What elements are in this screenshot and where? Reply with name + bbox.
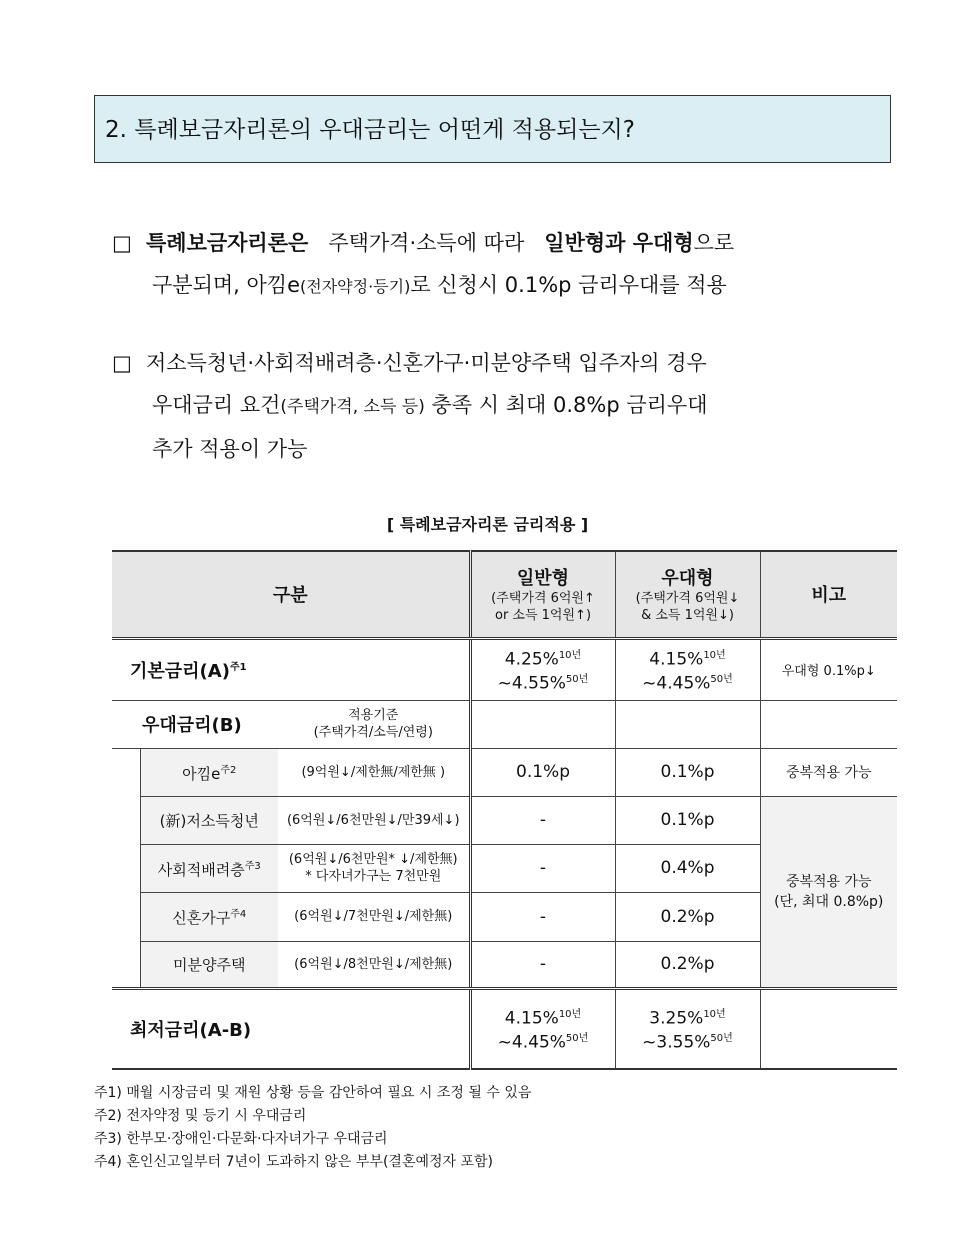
table-caption: [ 특례보금자리론 금리적용 ] <box>386 515 589 534</box>
base-note: 우대형 0.1%p↓ <box>760 638 897 700</box>
text: 10년 <box>558 649 582 661</box>
text: 50년 <box>710 1032 733 1044</box>
text: 적용기준 <box>348 708 399 723</box>
min-preferred <box>615 988 760 1069</box>
base-label <box>112 638 470 700</box>
text: ~4.55% <box>497 673 566 694</box>
bullet-2 <box>112 342 882 470</box>
text: 주3 <box>244 860 261 872</box>
text: 으로 <box>693 231 735 255</box>
table-row <box>112 748 897 796</box>
header-preferred <box>615 551 760 638</box>
row-general: - <box>470 941 615 988</box>
text: 4.25% <box>504 649 559 670</box>
row-preferred: 0.2%p <box>615 892 760 941</box>
text: 기본금리(A) <box>130 660 230 682</box>
pref-rate-header-row <box>112 700 897 748</box>
row-criteria: (9억원↓/제한無/제한無 ) <box>278 748 470 796</box>
text: (전자약정·등기) <box>300 277 411 296</box>
text: 사회적배려층 <box>157 860 245 879</box>
checkbox-glyph: □ <box>112 231 132 255</box>
text: 10년 <box>703 649 726 661</box>
min-general <box>470 988 615 1069</box>
header-category: 구분 <box>112 551 470 638</box>
text: (주택가격 6억원↓ <box>635 591 740 607</box>
row-note: 중복적용 가능 <box>760 748 897 796</box>
rate-table <box>112 550 897 1070</box>
text: ~3.55% <box>642 1032 711 1053</box>
footnote: 주1) 매월 시장금리 및 재원 상황 등을 감안하여 필요 시 조정 될 수 있음 <box>94 1085 532 1101</box>
text: (주택가격, 소득 등) <box>280 397 425 417</box>
bullet-1 <box>112 222 882 308</box>
text: & 소득 1억원↓) <box>641 608 734 624</box>
footnote: 주4) 혼인신고일부터 7년이 도과하지 않은 부부(결혼예정자 포함) <box>94 1154 493 1170</box>
text: ~4.45% <box>642 673 711 694</box>
min-label: 최저금리(A-B) <box>112 988 470 1069</box>
text: 중복적용 가능 <box>785 873 872 890</box>
footnote: 주3) 한부모·장애인·다문화·다자녀가구 우대금리 <box>94 1131 388 1147</box>
text: 주4 <box>230 909 247 920</box>
text: 3.25% <box>649 1008 704 1029</box>
text: ~4.45% <box>497 1032 566 1053</box>
text: 4.15% <box>504 1008 559 1029</box>
text: 로 신청시 0.1%p 금리우대를 적용 <box>410 273 727 297</box>
text: * 다자녀가구는 7천만원 <box>305 869 442 884</box>
pref-criteria <box>278 700 470 748</box>
table-header <box>112 551 897 638</box>
row-label <box>140 892 278 941</box>
text: 일반형과 우대형 <box>544 231 694 255</box>
footnotes <box>94 1082 531 1174</box>
text: (新)저소득청년 <box>159 811 259 830</box>
text: (단, 최대 0.8%p) <box>774 893 884 910</box>
row-preferred: 0.2%p <box>615 941 760 988</box>
text: 아낌e <box>182 764 221 783</box>
text: 저소득청년·사회적배려층·신혼가구·미분양주택 입주자의 경우 <box>146 351 707 375</box>
merged-note <box>760 796 897 988</box>
row-general: 0.1%p <box>470 748 615 796</box>
text: 구분되며, 아낌e <box>152 273 300 297</box>
text: 일반형 <box>516 568 570 590</box>
header-note: 비고 <box>760 551 897 638</box>
text: (주택가격 6억원↑ <box>491 591 595 607</box>
checkbox-glyph: □ <box>112 351 132 375</box>
text: 우대금리 요건 <box>152 393 281 417</box>
text: 미분양주택 <box>173 955 246 974</box>
text: (주택가격/소득/연령) <box>313 725 433 740</box>
row-label <box>140 941 278 988</box>
text: 4.15% <box>649 649 704 670</box>
text: 주1 <box>229 661 247 673</box>
base-preferred <box>615 638 760 700</box>
base-general <box>470 638 615 700</box>
row-general: - <box>470 796 615 844</box>
row-label <box>140 748 278 796</box>
text: 충족 시 최대 0.8%p 금리우대 <box>424 393 708 417</box>
row-criteria: (6억원↓/6천만원↓/만39세↓) <box>278 796 470 844</box>
text: 50년 <box>565 1032 589 1044</box>
text: or 소득 1억원↑) <box>494 608 592 624</box>
text: 50년 <box>565 673 589 685</box>
row-criteria: (6억원↓/7천만원↓/제한無) <box>278 892 470 941</box>
text: 주택가격·소득에 따라 <box>328 231 525 255</box>
row-label <box>140 796 278 844</box>
text: 우대형 <box>661 568 714 590</box>
row-preferred: 0.1%p <box>615 748 760 796</box>
footnote: 주2) 전자약정 및 등기 시 우대금리 <box>94 1108 307 1124</box>
pref-label: 우대금리(B) <box>112 700 278 748</box>
row-preferred: 0.1%p <box>615 796 760 844</box>
section-title: 2. 특례보금자리론의 우대금리는 어떤게 적용되는지? <box>94 95 891 163</box>
text: 10년 <box>703 1009 726 1021</box>
text: 추가 적용이 가능 <box>152 437 308 461</box>
text: 신혼가구 <box>172 909 231 927</box>
text: 특례보금자리론은 <box>146 231 309 255</box>
header-general <box>470 551 615 638</box>
min-rate-row <box>112 988 897 1069</box>
row-criteria <box>278 844 470 892</box>
text: 50년 <box>710 673 733 685</box>
base-rate-row <box>112 638 897 700</box>
row-criteria: (6억원↓/8천만원↓/제한無) <box>278 941 470 988</box>
row-general: - <box>470 844 615 892</box>
row-preferred: 0.4%p <box>615 844 760 892</box>
text: 10년 <box>558 1009 582 1021</box>
text: 주2 <box>220 764 237 776</box>
row-general: - <box>470 892 615 941</box>
text: (6억원↓/6천만원* ↓/제한無) <box>288 852 458 867</box>
table-row <box>112 796 897 844</box>
row-label <box>140 844 278 892</box>
